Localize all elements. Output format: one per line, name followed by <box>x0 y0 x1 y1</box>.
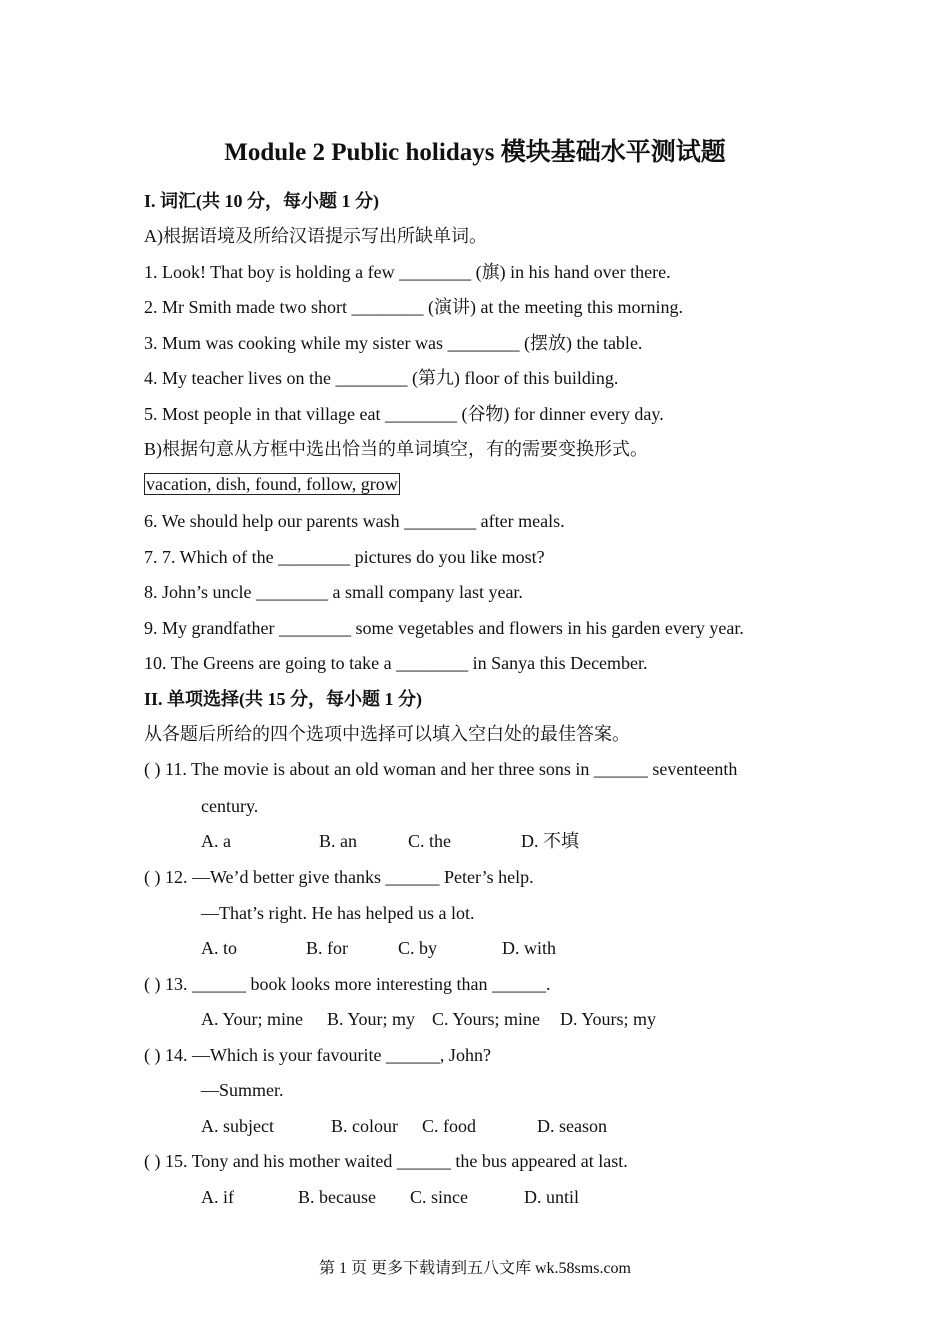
q11-option-a: A. a <box>201 831 231 851</box>
question-1: 1. Look! That boy is holding a few ________ (旗) in his hand over there. <box>144 262 671 282</box>
question-3: 3. Mum was cooking while my sister was ________ (摆放) the table. <box>144 333 643 353</box>
q14-option-c: C. food <box>422 1116 476 1136</box>
q13-option-a: A. Your; mine <box>201 1009 304 1029</box>
question-14: ( ) 14. —Which is your favourite ______, John? <box>144 1045 491 1065</box>
q13-option-d: D. Yours; my <box>560 1009 657 1029</box>
question-11: ( ) 11. The movie is about an old woman and her three sons in ______ seventeenth <box>144 759 738 779</box>
q11-option-b: B. an <box>319 831 357 851</box>
q14-option-a: A. subject <box>201 1116 274 1136</box>
question-2: 2. Mr Smith made two short ________ (演讲) at the meeting this morning. <box>144 297 683 317</box>
question-11-continuation: century. <box>201 796 259 816</box>
q13-option-c: C. Yours; mine <box>432 1009 541 1029</box>
question-5: 5. Most people in that village eat ________ (谷物) for dinner every day. <box>144 404 664 424</box>
q15-option-b: B. because <box>298 1187 376 1207</box>
question-13: ( ) 13. ______ book looks more interesting than ______. <box>144 974 551 994</box>
question-12-response: —That’s right. He has helped us a lot. <box>201 903 475 923</box>
q15-option-d: D. until <box>524 1187 580 1207</box>
q14-option-d: D. season <box>537 1116 607 1136</box>
question-4: 4. My teacher lives on the ________ (第九) floor of this building. <box>144 368 619 388</box>
q11-option-d: D. 不填 <box>521 831 579 851</box>
q12-option-b: B. for <box>306 938 348 958</box>
question-6: 6. We should help our parents wash ________ after meals. <box>144 511 565 531</box>
q13-option-b: B. Your; my <box>327 1009 416 1029</box>
q12-option-a: A. to <box>201 938 237 958</box>
q12-option-c: C. by <box>398 938 438 958</box>
q11-option-c: C. the <box>408 831 451 851</box>
question-12: ( ) 12. —We’d better give thanks ______ Peter’s help. <box>144 867 534 887</box>
question-7: 7. 7. Which of the ________ pictures do you like most? <box>144 547 545 567</box>
page-footer: 第 1 页 更多下载请到五八文库 wk.58sms.com <box>318 1260 631 1277</box>
question-9: 9. My grandfather ________ some vegetables and flowers in his garden every year. <box>144 618 744 638</box>
question-8: 8. John’s uncle ________ a small company last year. <box>144 582 523 602</box>
section1-heading: I. 词汇(共 10 分，每小题 1 分) <box>144 191 379 211</box>
page-title: Module 2 Public holidays 模块基础水平测试题 <box>224 139 726 166</box>
section2-instruction: 从各题后所给的四个选项中选择可以填入空白处的最佳答案。 <box>144 724 630 744</box>
q14-option-b: B. colour <box>331 1116 398 1136</box>
q15-option-c: C. since <box>410 1187 468 1207</box>
section2-heading: II. 单项选择(共 15 分，每小题 1 分) <box>144 689 422 709</box>
question-14-response: —Summer. <box>201 1080 284 1100</box>
q15-option-a: A. if <box>201 1187 234 1207</box>
section1-partB-instruction: B)根据句意从方框中选出恰当的单词填空，有的需要变换形式。 <box>144 439 648 459</box>
section1-partA-instruction: A)根据语境及所给汉语提示写出所缺单词。 <box>144 226 487 246</box>
q12-option-d: D. with <box>502 938 556 958</box>
question-15: ( ) 15. Tony and his mother waited ______ the bus appeared at last. <box>144 1151 628 1171</box>
word-box: vacation, dish, found, follow, grow <box>146 474 398 494</box>
question-10: 10. The Greens are going to take a ________ in Sanya this December. <box>144 653 648 673</box>
word-box-row <box>144 473 400 495</box>
